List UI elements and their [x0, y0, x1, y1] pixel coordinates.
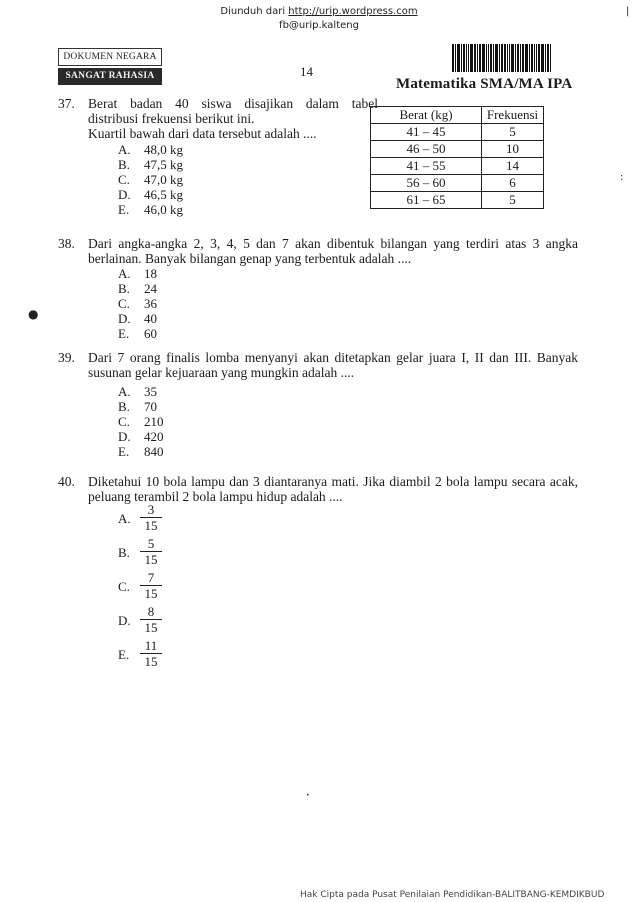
table-row [371, 124, 544, 141]
table-header-row [371, 107, 544, 124]
option-label: D. [118, 311, 131, 326]
table-header-frequency: Frekuensi [482, 107, 544, 124]
table-cell: 61 – 65 [371, 192, 482, 209]
fraction-numerator: 7 [140, 570, 162, 586]
option-c[interactable] [118, 414, 238, 429]
option-label: B. [118, 157, 130, 172]
option-text: 35 [144, 384, 157, 399]
option-a[interactable] [118, 142, 238, 157]
table-cell: 41 – 45 [371, 124, 482, 141]
question-37 [58, 96, 378, 146]
option-text: 47,5 kg [144, 157, 183, 172]
question-text-line: Kuartil bawah dari data tersebut adalah .... [88, 126, 317, 141]
scan-mark: ● [28, 307, 39, 321]
table-header-weight: Berat (kg) [371, 107, 482, 124]
table-cell: 46 – 50 [371, 141, 482, 158]
fraction-denominator: 15 [144, 620, 158, 635]
option-text: 36 [144, 296, 157, 311]
option-a[interactable] [118, 502, 178, 536]
table-cell: 14 [482, 158, 544, 175]
table-cell: 41 – 55 [371, 158, 482, 175]
question-text-line: Dari 7 orang finalis lomba menyanyi akan ditetapkan gelar juara I, II dan III. Banyak [88, 350, 578, 365]
option-fraction [140, 536, 162, 567]
option-e[interactable] [118, 202, 238, 217]
fraction-denominator: 15 [144, 552, 158, 567]
fraction-numerator: 3 [140, 502, 162, 518]
question-text-line: berlainan. Banyak bilangan genap yang terbentuk adalah .... [88, 251, 412, 266]
subject-title: Matematika SMA/MA IPA [396, 76, 573, 92]
scan-mark: : [620, 172, 624, 183]
table-cell: 5 [482, 124, 544, 141]
question-39 [58, 350, 578, 382]
option-a[interactable] [118, 266, 238, 281]
option-text: 24 [144, 281, 157, 296]
option-e[interactable] [118, 444, 238, 459]
question-text-line: peluang terambil 2 bola lampu hidup adalah .... [88, 489, 343, 504]
option-label: A. [118, 266, 131, 281]
download-source-prefix: Diunduh dari [220, 6, 289, 17]
secret-label: SANGAT RAHASIA [58, 68, 162, 85]
option-label: A. [118, 384, 131, 399]
question-text-line: Dari angka-angka 2, 3, 4, 5 dan 7 akan dibentuk bilangan yang terdiri atas 3 angka [88, 236, 578, 251]
options-39 [118, 384, 238, 462]
barcode-icon [452, 44, 568, 72]
fraction-denominator: 15 [144, 654, 158, 669]
question-text-line: Diketahui 10 bola lampu dan 3 diantaranya mati. Jika diambil 2 bola lampu secara acak, [88, 474, 578, 489]
option-d[interactable] [118, 311, 238, 326]
option-label: C. [118, 579, 130, 594]
question-text-line: susunan gelar kejuaraan yang mungkin adalah .... [88, 365, 355, 380]
option-text: 46,0 kg [144, 202, 183, 217]
option-a[interactable] [118, 384, 238, 399]
table-cell: 5 [482, 192, 544, 209]
options-38 [118, 266, 238, 344]
option-c[interactable] [118, 570, 178, 604]
option-b[interactable] [118, 281, 238, 296]
option-d[interactable] [118, 187, 238, 202]
fraction-denominator: 15 [144, 518, 158, 533]
doc-label: DOKUMEN NEGARA [58, 48, 162, 66]
option-text: 47,0 kg [144, 172, 183, 187]
option-label: D. [118, 187, 131, 202]
table-row [371, 192, 544, 209]
option-label: A. [118, 142, 131, 157]
scan-mark: • [306, 792, 310, 799]
option-label: D. [118, 429, 131, 444]
option-label: B. [118, 281, 130, 296]
option-b[interactable] [118, 157, 238, 172]
option-d[interactable] [118, 429, 238, 444]
contact-line: fb@urip.kalteng [279, 20, 359, 31]
option-label: C. [118, 172, 130, 187]
option-e[interactable] [118, 638, 178, 672]
table-row [371, 158, 544, 175]
table-row [371, 175, 544, 192]
option-text: 18 [144, 266, 157, 281]
question-text-line: distribusi frekuensi berikut ini. [88, 111, 255, 126]
question-number: 38. [58, 236, 75, 251]
option-label: E. [118, 202, 130, 217]
question-text-line: Berat badan 40 siswa disajikan dalam tabel [88, 96, 378, 111]
option-label: D. [118, 613, 131, 628]
download-source-line [0, 6, 638, 17]
option-label: C. [118, 296, 130, 311]
table-row [371, 141, 544, 158]
option-fraction [140, 638, 162, 669]
option-label: B. [118, 545, 130, 560]
option-text: 210 [144, 414, 164, 429]
option-text: 840 [144, 444, 164, 459]
option-text: 60 [144, 326, 157, 341]
download-source-link[interactable]: http://urip.wordpress.com [288, 6, 418, 17]
option-c[interactable] [118, 296, 238, 311]
option-text: 48,0 kg [144, 142, 183, 157]
fraction-numerator: 11 [140, 638, 162, 654]
fraction-numerator: 5 [140, 536, 162, 552]
option-c[interactable] [118, 172, 238, 187]
page-number: 14 [300, 64, 313, 79]
option-fraction [140, 604, 162, 635]
option-e[interactable] [118, 326, 238, 341]
options-40 [118, 502, 238, 672]
fraction-denominator: 15 [144, 586, 158, 601]
option-label: B. [118, 399, 130, 414]
copyright-footer: Hak Cipta pada Pusat Penilaian Pendidikan-BALITBANG-KEMDIKBUD [300, 890, 605, 900]
option-label: C. [118, 414, 130, 429]
option-label: A. [118, 511, 131, 526]
option-text: 420 [144, 429, 164, 444]
option-text: 40 [144, 311, 157, 326]
question-38 [58, 236, 578, 268]
option-fraction [140, 502, 162, 533]
option-text: 46,5 kg [144, 187, 183, 202]
question-number: 37. [58, 96, 75, 111]
option-label: E. [118, 647, 130, 662]
option-b[interactable] [118, 536, 178, 570]
option-fraction [140, 570, 162, 601]
option-label: E. [118, 326, 130, 341]
table-cell: 10 [482, 141, 544, 158]
question-number: 39. [58, 350, 75, 365]
edge-mark: | [626, 6, 630, 17]
option-b[interactable] [118, 399, 238, 414]
fraction-numerator: 8 [140, 604, 162, 620]
option-text: 70 [144, 399, 157, 414]
option-label: E. [118, 444, 130, 459]
table-cell: 56 – 60 [371, 175, 482, 192]
table-cell: 6 [482, 175, 544, 192]
options-37 [118, 142, 238, 220]
frequency-table [370, 106, 544, 209]
option-d[interactable] [118, 604, 178, 638]
question-number: 40. [58, 474, 75, 489]
